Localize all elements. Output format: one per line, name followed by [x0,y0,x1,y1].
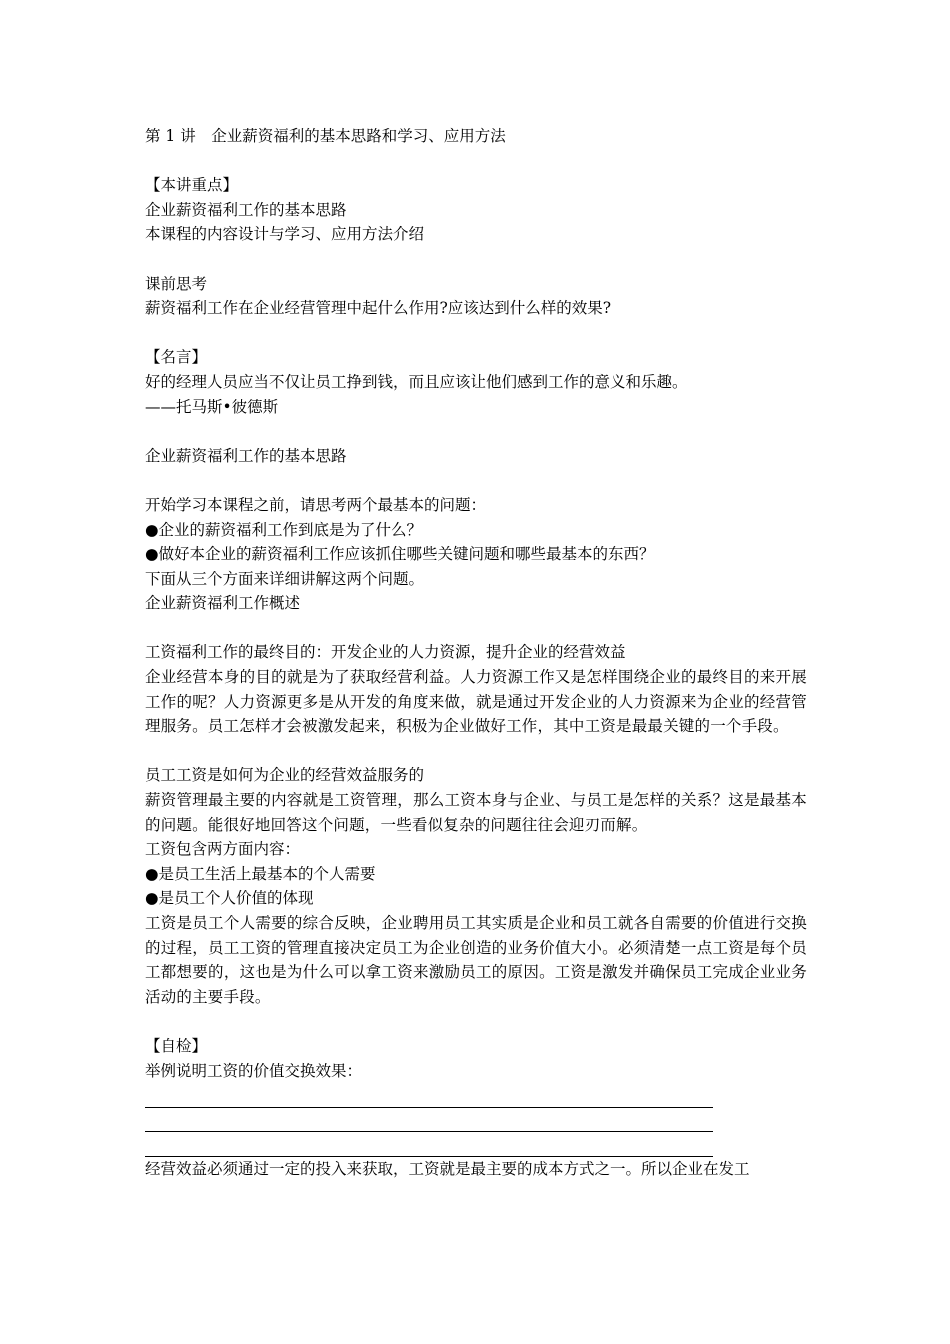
spacer [145,419,807,444]
bullet-item: ●是员工生活上最基本的个人需要 [145,864,376,883]
bullet-item: ●是员工个人价值的体现 [145,889,314,908]
spacer [145,247,807,272]
lecture-title: 第 1 讲 企业薪资福利的基本思路和学习、应用方法 [145,127,506,145]
bullet-item: ●做好本企业的薪资福利工作应该抓住哪些关键问题和哪些最基本的东西？ [145,545,655,564]
spacer [145,321,807,346]
answer-line[interactable] [145,1083,713,1108]
service-paragraph: 薪资管理最主要的内容就是工资管理，那么工资本身与企业、与员工是怎样的关系？这是最基本的问题。能很好地回答这个问题，一些看似复杂的问题往往会迎刃而解。 [145,791,807,834]
spacer [145,616,807,641]
answer-line[interactable] [145,1132,713,1157]
purpose-heading: 工资福利工作的最终目的：开发企业的人力资源，提升企业的经营效益 [145,643,626,662]
selfcheck-prompt: 举例说明工资的价值交换效果： [145,1061,363,1080]
service-paragraph-2: 工资是员工个人需要的综合反映，企业聘用员工其实质是企业和员工就各自需要的价值进行交换的过程，员工工资的管理直接决定员工为企业创造的业务价值大小。必须清楚一点工资是每个员工都想要的，这也是为什么可以拿工资来激励员工的原因。工资是激发并确保员工完成企业业务活动的主要手段。 [145,914,807,1006]
bullet-item: ●企业的薪资福利工作到底是为了什么？ [145,520,423,539]
closing-text: 经营效益必须通过一定的投入来获取，工资就是最主要的成本方式之一。所以企业在发工 [145,1159,750,1178]
focus-item: 本课程的内容设计与学习、应用方法介绍 [145,225,425,244]
section-lead: 下面从三个方面来详细讲解这两个问题。 [145,569,425,588]
section-intro: 开始学习本课程之前，请思考两个最基本的问题： [145,495,487,514]
focus-heading: 【本讲重点】 [145,176,239,195]
quote-author: ——托马斯•彼德斯 [145,397,279,416]
service-heading: 员工工资是如何为企业的经营效益服务的 [145,766,425,785]
spacer [145,1009,807,1034]
spacer [145,149,807,174]
document-page [145,124,807,1182]
spacer [145,468,807,493]
service-contains: 工资包含两方面内容： [145,840,301,859]
prethink-question: 薪资福利工作在企业经营管理中起什么作用?应该达到什么样的效果? [145,299,612,318]
quote-heading: 【名言】 [145,348,208,367]
focus-item: 企业薪资福利工作的基本思路 [145,200,347,219]
section-heading: 企业薪资福利工作的基本思路 [145,446,347,465]
purpose-paragraph: 企业经营本身的目的就是为了获取经营利益。人力资源工作又是怎样围绕企业的最终目的来开展工作的呢？人力资源更多是从开发的角度来做，就是通过开发企业的人力资源来为企业的经营管理服务。员工怎样才会被激发起来，积极为企业做好工作，其中工资是最最关键的一个手段。 [145,668,807,736]
answer-line[interactable] [145,1108,713,1133]
sub-heading: 企业薪资福利工作概述 [145,594,301,613]
spacer [145,739,807,764]
selfcheck-heading: 【自检】 [145,1036,208,1055]
prethink-heading: 课前思考 [145,274,208,293]
quote-text: 好的经理人员应当不仅让员工挣到钱，而且应该让他们感到工作的意义和乐趣。 [145,372,688,391]
